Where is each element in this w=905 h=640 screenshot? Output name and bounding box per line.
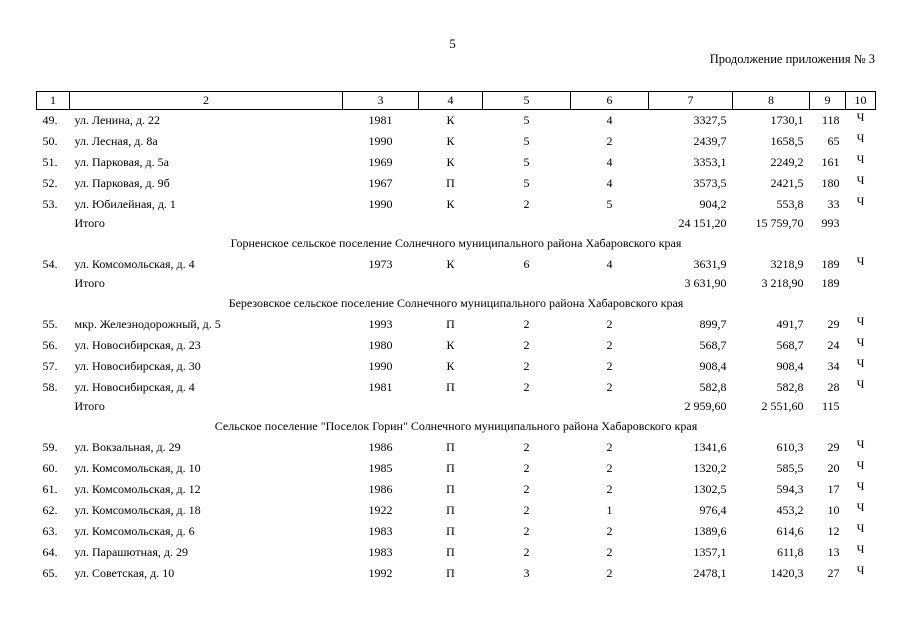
table-cell: 2 <box>606 380 613 394</box>
table-cell: П <box>446 440 455 454</box>
empty-cell <box>571 215 649 232</box>
table-cell: 3218,9 <box>770 257 804 271</box>
table-cell: 5 <box>606 197 613 211</box>
total-row <box>37 275 876 292</box>
table-cell: 5 <box>523 134 530 148</box>
table-row <box>37 521 876 542</box>
empty-cell <box>37 275 70 292</box>
column-header: 2 <box>70 92 343 110</box>
table-cell: 1985 <box>368 461 393 475</box>
ownership-cell: Ч <box>856 458 865 472</box>
column-header: 4 <box>419 92 483 110</box>
address-cell: ул. Лесная, д. 8а <box>74 134 158 148</box>
address-cell: ул. Юбилейная, д. 1 <box>74 197 176 211</box>
address-cell: ул. Комсомольская, д. 10 <box>74 461 201 475</box>
table-cell: 2 <box>523 317 530 331</box>
table-cell: 1981 <box>368 113 393 127</box>
empty-cell <box>419 398 483 415</box>
ownership-cell: Ч <box>856 254 865 268</box>
row-number: 52. <box>42 176 58 190</box>
total-residents: 993 <box>821 216 840 230</box>
table-cell: К <box>446 155 455 169</box>
total-label: Итого <box>74 216 105 230</box>
address-cell: ул. Комсомольская, д. 6 <box>74 524 195 538</box>
table-row <box>37 377 876 398</box>
table-cell: П <box>446 461 455 475</box>
ownership-cell: Ч <box>856 563 865 577</box>
table-cell: 582,8 <box>699 380 727 394</box>
table-cell: 65 <box>827 134 840 148</box>
table-cell: 27 <box>827 566 840 580</box>
table-cell: 1420,3 <box>770 566 804 580</box>
table-cell: 2 <box>606 134 613 148</box>
table-row <box>37 335 876 356</box>
table-cell: 1990 <box>368 134 393 148</box>
table-row <box>37 314 876 335</box>
address-cell: ул. Новосибирская, д. 30 <box>74 359 201 373</box>
table-cell: 1658,5 <box>770 134 804 148</box>
total-label: Итого <box>74 399 105 413</box>
table-cell: 1 <box>606 503 613 517</box>
address-cell: ул. Вокзальная, д. 29 <box>74 440 181 454</box>
row-number: 65. <box>42 566 58 580</box>
empty-cell <box>37 215 70 232</box>
table-cell: 2 <box>606 545 613 559</box>
page-number: 5 <box>449 36 456 51</box>
table-cell: 2 <box>523 482 530 496</box>
total-living-area: 15 759,70 <box>755 216 804 230</box>
table-cell: 2421,5 <box>770 176 804 190</box>
address-cell: мкр. Железнодорожный, д. 5 <box>74 317 221 331</box>
column-header: 7 <box>649 92 733 110</box>
section-header-row <box>37 232 876 254</box>
table-cell: П <box>446 566 455 580</box>
table-cell: 1980 <box>368 338 393 352</box>
table-row <box>37 563 876 584</box>
empty-cell <box>483 275 571 292</box>
table-cell: 28 <box>827 380 840 394</box>
table-cell: 1302,5 <box>693 482 727 496</box>
address-cell: ул. Комсомольская, д. 4 <box>74 257 195 271</box>
table-cell: 17 <box>827 482 840 496</box>
total-row <box>37 398 876 415</box>
column-header: 6 <box>571 92 649 110</box>
ownership-cell: Ч <box>856 131 865 145</box>
table-row <box>37 254 876 275</box>
table-cell: 12 <box>827 524 840 538</box>
empty-cell <box>37 398 70 415</box>
table-cell: 118 <box>821 113 840 127</box>
table-cell: К <box>446 359 455 373</box>
total-area: 3 631,90 <box>684 276 727 290</box>
table-cell: К <box>446 338 455 352</box>
table-cell: 1990 <box>368 197 393 211</box>
total-residents: 189 <box>821 276 840 290</box>
address-cell: ул. Советская, д. 10 <box>74 566 175 580</box>
table-cell: 1967 <box>368 176 393 190</box>
table-cell: 2 <box>523 503 530 517</box>
column-header: 5 <box>483 92 571 110</box>
address-cell: ул. Комсомольская, д. 12 <box>74 482 201 496</box>
table-row <box>37 173 876 194</box>
table-cell: 2 <box>523 359 530 373</box>
table-cell: 1993 <box>368 317 393 331</box>
table-cell: 1983 <box>368 524 393 538</box>
table-cell: П <box>446 545 455 559</box>
ownership-cell: Ч <box>856 194 865 208</box>
table-cell: 10 <box>827 503 840 517</box>
table-row <box>37 152 876 173</box>
ownership-cell: Ч <box>856 479 865 493</box>
table-cell: 3 <box>523 566 530 580</box>
section-header-row <box>37 292 876 314</box>
table-cell: 1986 <box>368 482 393 496</box>
table-row <box>37 131 876 152</box>
table-cell: 4 <box>606 113 613 127</box>
table-cell: П <box>446 176 455 190</box>
total-residents: 115 <box>821 399 840 413</box>
empty-cell <box>846 215 876 232</box>
table-cell: 2 <box>523 440 530 454</box>
table-cell: 614,6 <box>776 524 804 538</box>
row-number: 55. <box>42 317 58 331</box>
table-cell: 908,4 <box>699 359 727 373</box>
table-cell: 33 <box>827 197 840 211</box>
table-cell: К <box>446 134 455 148</box>
section-title: Горненское сельское поселение Солнечного муниципального района Хабаровского края <box>230 235 682 250</box>
table-cell: 899,7 <box>699 317 727 331</box>
table-row <box>37 356 876 377</box>
column-header: 10 <box>846 92 876 110</box>
table-cell: 1341,6 <box>693 440 727 454</box>
total-living-area: 2 551,60 <box>761 399 804 413</box>
row-number: 49. <box>42 113 58 127</box>
row-number: 53. <box>42 197 58 211</box>
address-cell: ул. Новосибирская, д. 4 <box>74 380 195 394</box>
column-header: 8 <box>733 92 810 110</box>
table-cell: 568,7 <box>699 338 727 352</box>
table-cell: 2 <box>523 545 530 559</box>
table-cell: 180 <box>821 176 840 190</box>
table-row <box>37 437 876 458</box>
table-cell: 594,3 <box>776 482 804 496</box>
table-cell: 1986 <box>368 440 393 454</box>
table-cell: 3327,5 <box>693 113 727 127</box>
table-cell: 610,3 <box>776 440 804 454</box>
table-cell: П <box>446 503 455 517</box>
empty-cell <box>571 398 649 415</box>
table-cell: 1320,2 <box>693 461 727 475</box>
table-cell: 6 <box>523 257 530 271</box>
table-cell: 2478,1 <box>693 566 727 580</box>
table-row <box>37 542 876 563</box>
ownership-cell: Ч <box>856 500 865 514</box>
address-cell: ул. Парашютная, д. 29 <box>74 545 188 559</box>
table-row <box>37 110 876 132</box>
empty-cell <box>483 398 571 415</box>
table-row <box>37 194 876 215</box>
row-number: 64. <box>42 545 58 559</box>
table-cell: 1983 <box>368 545 393 559</box>
table-cell: 3573,5 <box>693 176 727 190</box>
table-cell: 29 <box>827 440 840 454</box>
table-cell: 2 <box>523 197 530 211</box>
table-cell: 2 <box>523 338 530 352</box>
table-cell: 4 <box>606 155 613 169</box>
table-cell: 2 <box>606 482 613 496</box>
table-cell: П <box>446 524 455 538</box>
table-cell: 1357,1 <box>693 545 727 559</box>
row-number: 63. <box>42 524 58 538</box>
table-cell: П <box>446 317 455 331</box>
table-cell: 5 <box>523 113 530 127</box>
table-cell: 491,7 <box>776 317 804 331</box>
table-cell: 582,8 <box>776 380 804 394</box>
table-cell: 161 <box>821 155 840 169</box>
row-number: 59. <box>42 440 58 454</box>
table-cell: 20 <box>827 461 840 475</box>
table-cell: 1990 <box>368 359 393 373</box>
row-number: 51. <box>42 155 58 169</box>
ownership-cell: Ч <box>856 314 865 328</box>
empty-cell <box>343 275 419 292</box>
table-cell: 2 <box>606 359 613 373</box>
table-cell: 1730,1 <box>770 113 804 127</box>
empty-cell <box>343 215 419 232</box>
table-cell: 2 <box>606 461 613 475</box>
total-area: 2 959,60 <box>684 399 727 413</box>
row-number: 60. <box>42 461 58 475</box>
section-header-row <box>37 415 876 437</box>
table-cell: 2439,7 <box>693 134 727 148</box>
table-cell: 2 <box>606 524 613 538</box>
table-cell: 2 <box>606 338 613 352</box>
ownership-cell: Ч <box>856 110 865 124</box>
address-cell: ул. Новосибирская, д. 23 <box>74 338 201 352</box>
table-cell: 1389,6 <box>693 524 727 538</box>
address-cell: ул. Парковая, д. 9б <box>74 176 170 190</box>
table-cell: 5 <box>523 155 530 169</box>
ownership-cell: Ч <box>856 356 865 370</box>
ownership-cell: Ч <box>856 335 865 349</box>
empty-cell <box>419 215 483 232</box>
table-cell: 1922 <box>368 503 393 517</box>
table-cell: 2 <box>606 317 613 331</box>
table-cell: 34 <box>827 359 840 373</box>
table-cell: 1969 <box>368 155 393 169</box>
ownership-cell: Ч <box>856 173 865 187</box>
table-cell: 908,4 <box>776 359 804 373</box>
table-cell: 976,4 <box>699 503 727 517</box>
table-cell: 453,2 <box>776 503 804 517</box>
table-cell: 904,2 <box>699 197 727 211</box>
row-number: 62. <box>42 503 58 517</box>
table-cell: 5 <box>523 176 530 190</box>
table-cell: 2 <box>523 461 530 475</box>
table-cell: 2 <box>523 524 530 538</box>
section-title: Сельское поселение "Поселок Горин" Солнечного муниципального района Хабаровского края <box>214 418 698 433</box>
table-cell: К <box>446 197 455 211</box>
ownership-cell: Ч <box>856 542 865 556</box>
housing-table <box>36 91 876 584</box>
table-cell: 568,7 <box>776 338 804 352</box>
section-title: Березовское сельское поселение Солнечного муниципального района Хабаровского края <box>228 295 684 310</box>
table-cell: 585,5 <box>776 461 804 475</box>
table-cell: П <box>446 380 455 394</box>
table-row <box>37 479 876 500</box>
empty-cell <box>419 275 483 292</box>
continuation-label: Продолжение приложения № 3 <box>709 52 875 66</box>
table-cell: 1992 <box>368 566 393 580</box>
housing-table-container <box>36 91 875 584</box>
table-cell: П <box>446 482 455 496</box>
table-body <box>37 110 876 585</box>
table-cell: 2 <box>606 566 613 580</box>
table-cell: 189 <box>821 257 840 271</box>
table-cell: 4 <box>606 176 613 190</box>
table-cell: 24 <box>827 338 840 352</box>
table-cell: 1973 <box>368 257 393 271</box>
table-cell: 2 <box>606 440 613 454</box>
table-row <box>37 458 876 479</box>
ownership-cell: Ч <box>856 377 865 391</box>
empty-cell <box>846 398 876 415</box>
table-cell: 3353,1 <box>693 155 727 169</box>
address-cell: ул. Ленина, д. 22 <box>74 113 161 127</box>
table-row <box>37 500 876 521</box>
row-number: 54. <box>42 257 58 271</box>
table-cell: К <box>446 257 455 271</box>
address-cell: ул. Комсомольская, д. 18 <box>74 503 201 517</box>
table-cell: 2249,2 <box>770 155 804 169</box>
table-cell: 1981 <box>368 380 393 394</box>
column-header: 3 <box>343 92 419 110</box>
table-cell: 2 <box>523 380 530 394</box>
total-label: Итого <box>74 276 105 290</box>
total-row <box>37 215 876 232</box>
table-cell: К <box>446 113 455 127</box>
ownership-cell: Ч <box>856 152 865 166</box>
table-header-row <box>37 92 876 110</box>
row-number: 56. <box>42 338 58 352</box>
table-cell: 29 <box>827 317 840 331</box>
column-header: 1 <box>37 92 70 110</box>
row-number: 61. <box>42 482 58 496</box>
table-cell: 611,8 <box>776 545 804 559</box>
total-area: 24 151,20 <box>678 216 727 230</box>
ownership-cell: Ч <box>856 437 865 451</box>
ownership-cell: Ч <box>856 521 865 535</box>
empty-cell <box>571 275 649 292</box>
table-cell: 13 <box>827 545 840 559</box>
column-header: 9 <box>810 92 846 110</box>
table-cell: 3631,9 <box>693 257 727 271</box>
table-cell: 4 <box>606 257 613 271</box>
empty-cell <box>483 215 571 232</box>
total-living-area: 3 218,90 <box>761 276 804 290</box>
row-number: 58. <box>42 380 58 394</box>
empty-cell <box>343 398 419 415</box>
table-cell: 553,8 <box>776 197 804 211</box>
empty-cell <box>846 275 876 292</box>
address-cell: ул. Парковая, д. 5а <box>74 155 169 169</box>
row-number: 57. <box>42 359 58 373</box>
row-number: 50. <box>42 134 58 148</box>
